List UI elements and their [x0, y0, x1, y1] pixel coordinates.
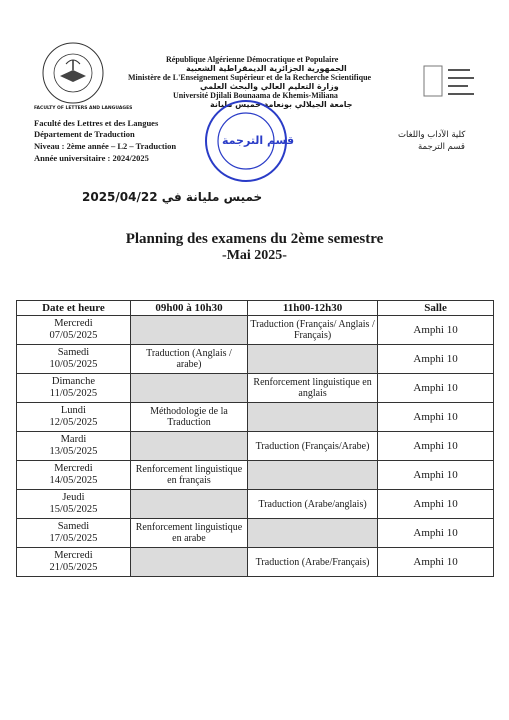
day-name: Mardi — [60, 434, 87, 446]
col-header-slot2: 11h00-12h30 — [248, 301, 378, 316]
table-row — [17, 316, 494, 345]
day-name: Samedi — [57, 347, 90, 359]
salle-cell: Amphi 10 — [378, 432, 494, 461]
date-line: خميس مليانة في 2025/04/22 — [82, 190, 263, 204]
department-name: Département de Traduction — [34, 129, 135, 139]
exam-date: 17/05/2025 — [49, 533, 98, 544]
salle-cell: Amphi 10 — [378, 403, 494, 432]
header-line-university: Université Djilali Bounaama de Khemis-Miliana — [173, 91, 338, 100]
table-row — [17, 519, 494, 548]
header-line-university-ar: جامعة الجيلالي بونعامة خميس مليانة — [210, 100, 353, 109]
slot1-cell — [130, 548, 247, 577]
slot2-cell: Renforcement linguistique en anglais — [248, 374, 378, 403]
level-info: Niveau : 2ème année – L2 – Traduction — [34, 141, 177, 151]
slot1-cell — [130, 374, 247, 403]
department-name-ar: قسم الترجمة — [418, 142, 465, 152]
exam-date: 14/05/2025 — [49, 475, 98, 486]
table-row — [17, 345, 494, 374]
exam-date: 10/05/2025 — [49, 359, 98, 370]
academic-year: Année universitaire : 2024/2025 — [34, 153, 149, 163]
slot1-cell — [130, 316, 247, 345]
date-cell — [17, 519, 131, 548]
table-row — [17, 490, 494, 519]
salle-cell: Amphi 10 — [378, 519, 494, 548]
salle-cell: Amphi 10 — [378, 490, 494, 519]
faculty-logo — [38, 38, 108, 108]
university-logo — [418, 60, 480, 104]
day-name: Mercredi — [54, 318, 93, 330]
slot2-cell — [248, 519, 378, 548]
stamp-label: قسم الترجمة — [222, 134, 295, 147]
exam-date: 15/05/2025 — [49, 504, 98, 515]
day-name: Jeudi — [62, 492, 85, 504]
slot1-cell: Renforcement linguistique en français — [130, 461, 247, 490]
slot2-cell — [248, 461, 378, 490]
slot2-cell: Traduction (Français/Arabe) — [248, 432, 378, 461]
day-name: Mercredi — [54, 463, 93, 475]
header-line-republic-ar: الجمهورية الجزائرية الديمقراطية الشعبية — [186, 64, 347, 73]
col-header-date: Date et heure — [17, 301, 131, 316]
exam-date: 21/05/2025 — [49, 562, 98, 573]
table-row — [17, 374, 494, 403]
date-cell — [17, 461, 131, 490]
slot1-cell — [130, 432, 247, 461]
header-line-ministry: Ministère de L'Enseignement Supérieur et de la Recherche Scientifique — [128, 73, 372, 82]
salle-cell: Amphi 10 — [378, 345, 494, 374]
slot2-cell — [248, 403, 378, 432]
day-name: Samedi — [57, 521, 90, 533]
table-row — [17, 432, 494, 461]
date-cell — [17, 374, 131, 403]
exam-schedule-table — [16, 300, 494, 577]
table-row — [17, 548, 494, 577]
table-row — [17, 403, 494, 432]
salle-cell: Amphi 10 — [378, 316, 494, 345]
table-header-row — [17, 301, 494, 316]
logo-caption: FACULTY OF LETTERS AND LANGUAGES — [34, 106, 133, 111]
header-line-republic: République Algérienne Démocratique et Populaire — [166, 55, 339, 64]
date-cell — [17, 345, 131, 374]
date-cell — [17, 316, 131, 345]
day-name: Lundi — [60, 405, 86, 417]
col-header-salle: Salle — [378, 301, 494, 316]
exam-date: 12/05/2025 — [49, 417, 98, 428]
exam-date: 13/05/2025 — [49, 446, 98, 457]
exam-date: 11/05/2025 — [49, 388, 98, 399]
col-header-slot1: 09h00 à 10h30 — [130, 301, 247, 316]
slot2-cell: Traduction (Arabe/anglais) — [248, 490, 378, 519]
salle-cell: Amphi 10 — [378, 548, 494, 577]
date-cell — [17, 403, 131, 432]
page-subtitle: -Mai 2025- — [222, 248, 287, 263]
table-row — [17, 461, 494, 490]
day-name: Mercredi — [54, 550, 93, 562]
date-cell — [17, 432, 131, 461]
date-cell — [17, 490, 131, 519]
salle-cell: Amphi 10 — [378, 461, 494, 490]
header-line-ministry-ar: وزارة التعليم العالي والبحث العلمي — [200, 82, 339, 91]
slot1-cell: Méthodologie de la Traduction — [130, 403, 247, 432]
page-title: Planning des examens du 2ème semestre — [125, 231, 384, 247]
slot2-cell — [248, 345, 378, 374]
salle-cell: Amphi 10 — [378, 374, 494, 403]
slot1-cell — [130, 490, 247, 519]
faculty-name-ar: كلية الآداب واللغات — [398, 130, 466, 140]
slot2-cell: Traduction (Français/ Anglais / Français) — [248, 316, 378, 345]
slot2-cell: Traduction (Arabe/Français) — [248, 548, 378, 577]
slot1-cell: Renforcement linguistique en arabe — [130, 519, 247, 548]
exam-date: 07/05/2025 — [49, 330, 98, 341]
slot1-cell: Traduction (Anglais / arabe) — [130, 345, 247, 374]
faculty-name: Faculté des Lettres et des Langues — [34, 118, 159, 128]
date-cell — [17, 548, 131, 577]
day-name: Dimanche — [51, 376, 96, 388]
